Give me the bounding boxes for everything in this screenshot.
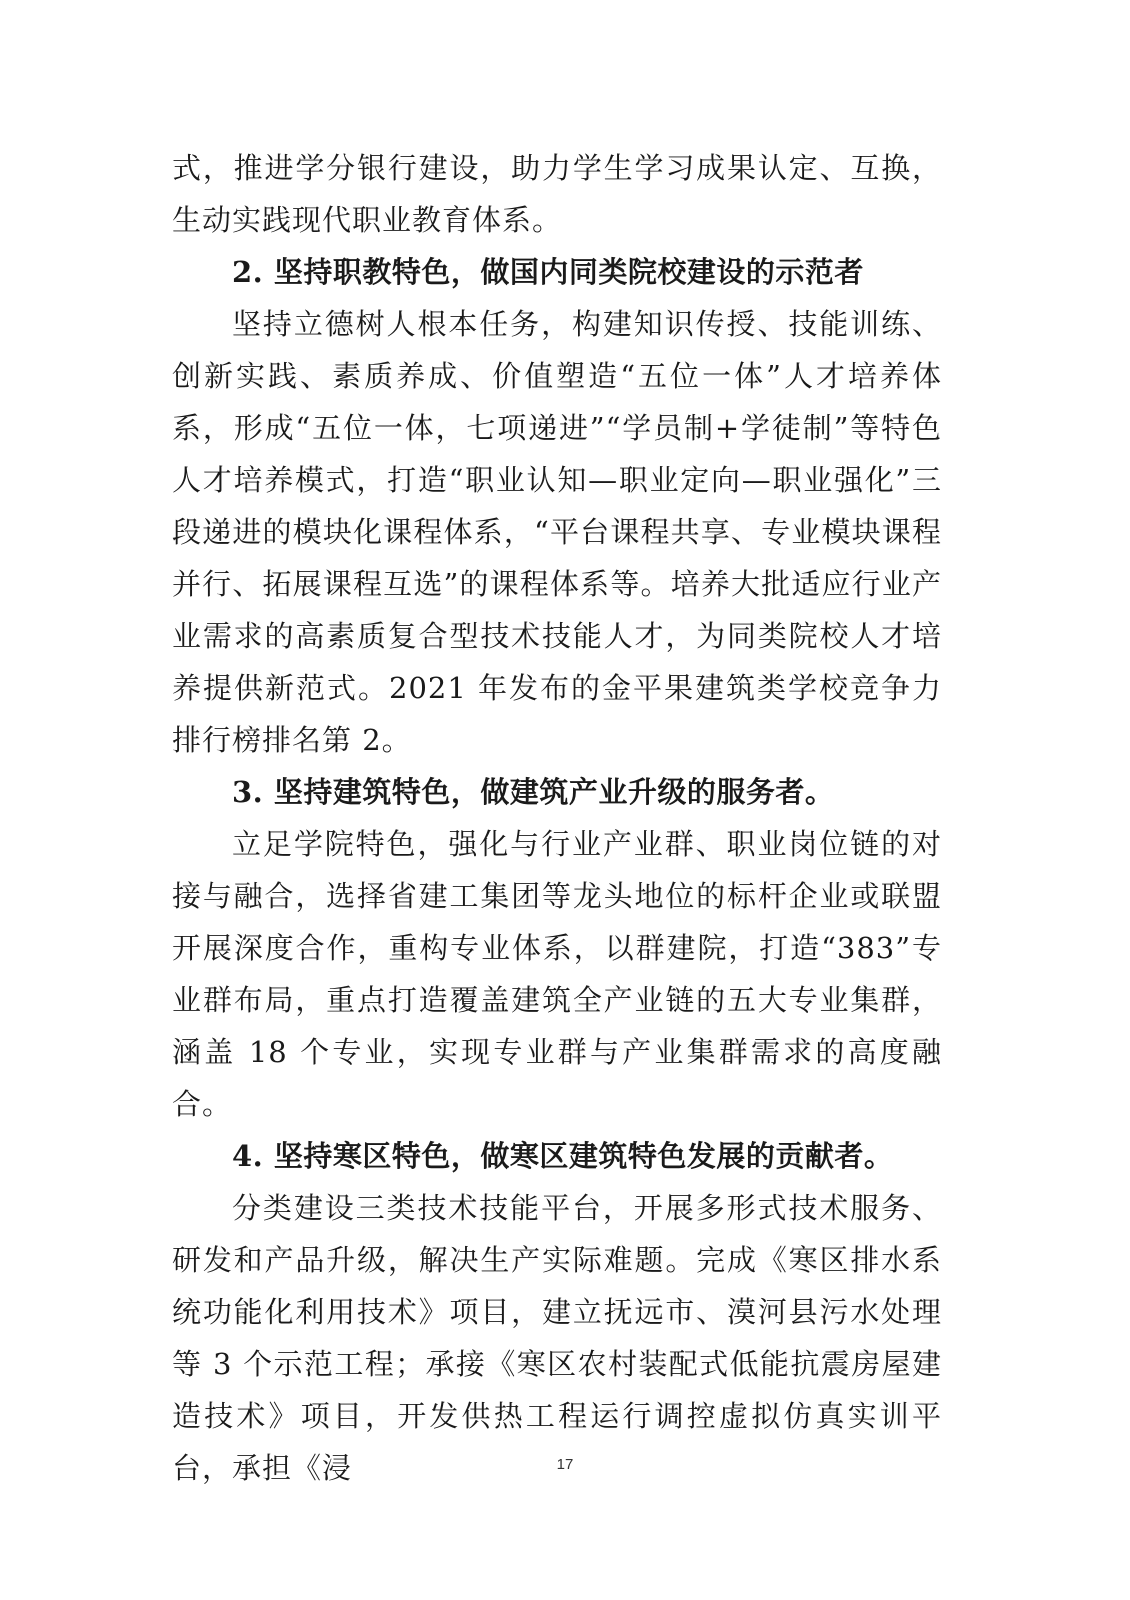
paragraph-section-4: 分类建设三类技术技能平台，开展多形式技术服务、研发和产品升级，解决生产实际难题。完成《寒区排水系统功能化利用技术》项目，建立抚远市、漠河县污水处理等 3 个示范工程；承接《寒区农村装配式低能抗震房屋建造技术》项目，开发供热工程运行调控虚拟仿真实训平台，承担《浸: [172, 1191, 942, 1485]
section-heading-3: 3. 坚持建筑特色，做建筑产业升级的服务者。: [232, 775, 835, 809]
page-number: 17: [556, 1456, 574, 1473]
paragraph-section-2: 坚持立德树人根本任务，构建知识传授、技能训练、创新实践、素质养成、价值塑造“五位一体”人才培养体系，形成“五位一体，七项递进”“学员制+学徒制”等特色人才培养模式，打造“职业认知—职业定向—职业强化”三段递进的模块化课程体系，“平台课程共享、专业模块课程并行、拓展课程互选”的课程体系等。培养大批适应行业产业需求的高素质复合型技术技能人才，为同类院校人才培养提供新范式。2021 年发布的金平果建筑类学校竞争力排行榜排名第 2。: [172, 307, 942, 757]
body-text: [172, 142, 942, 1494]
paragraph-section-3: 立足学院特色，强化与行业产业群、职业岗位链的对接与融合，选择省建工集团等龙头地位的标杆企业或联盟开展深度合作，重构专业体系，以群建院，打造“383”专业群布局，重点打造覆盖建筑全产业链的五大专业集群，涵盖 18 个专业，实现专业群与产业集群需求的高度融合。: [172, 827, 942, 1121]
section-heading-2: 2. 坚持职教特色，做国内同类院校建设的示范者: [232, 255, 864, 289]
paragraph-continuation: 式，推进学分银行建设，助力学生学习成果认定、互换，生动实践现代职业教育体系。: [172, 151, 942, 237]
section-heading-4: 4. 坚持寒区特色，做寒区建筑特色发展的贡献者。: [232, 1139, 894, 1173]
